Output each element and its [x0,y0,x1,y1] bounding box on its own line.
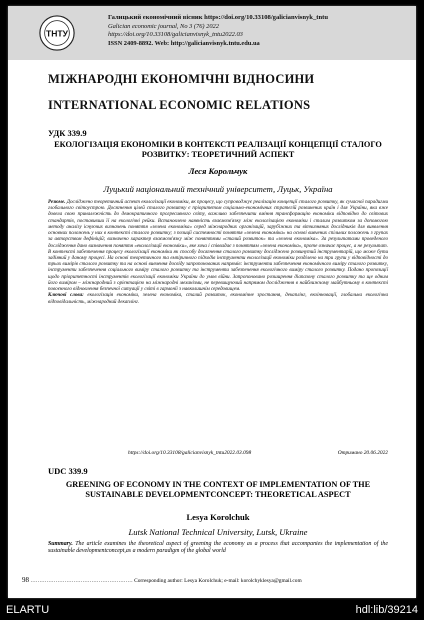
abstract-en-text: The article examines the theoretical aspect of greening the economy as a process that accompanies the implementation of the sustainable developmentconcept,as a modern paradigm of the global world [48,541,388,555]
keywords-uk-text: екологізація економіки, зелена економіка, сталий розвиток, економічне зростання, декаплінг, екоінновації, глобальна екологічна відповідальність, міжнародний декаплінг. [48,292,389,305]
paper-page [8,6,416,598]
keywords-uk-label: Ключові слова: [48,292,84,299]
handle-id: hdl:lib/39214 [355,604,418,616]
section-heading-en: INTERNATIONAL ECONOMIC RELATIONS [48,98,311,112]
viewer-bottom-bar [0,598,424,620]
corresponding-author: Corresponding author: Lesya Korolchuk; e-mail: korolchyklesya@gmail.com [134,578,302,584]
section-heading-uk: МІЖНАРОДНІ ЕКОНОМІЧНІ ВІДНОСИНИ [48,72,315,86]
udc-en: UDC 339.9 [48,466,88,476]
journal-issn-line: ISSN 2409-8892. Web: http://galicianvisnyk.tntu.edu.ua [108,39,260,47]
article-doi-link[interactable]: https://doi.org/10.33108/galicianvisnyk_tntu2022.03.098 [128,450,252,456]
journal-title-line: Галицький економічний вісник https://doi.org/10.33108/galicianvisnyk_tntu [108,14,328,21]
abstract-uk-text: Досліджено теоретичний аспект екологізації економіки, як процесу, що супроводжує реалізацію концепції сталого розвитку, як сучасної парадигми глобального світоустрою. Досягнення цілей сталого розвитку є пріоритетом соціально-економічних стратегій розвинених країн і для України, яка вже довела свою приналежність до демократичного прогресивного світу, важливо забезпечити вміння трансформацію економіки відповідно до світових стандартів, поставивши її на екологічні рейки. Встановлено наявність взаємозв'язку між екологізацією економіки і сталим розвитком за допомогою методу аналізу існуючих визначень поняття «зелена економіка» серед міжнародних організацій, зарубіжних та вітчизняних дослідників для виявлення основних положень у них в контексті сталого розвитку; з позиції системності поняття «зелена економіка» на основі вивчених спільних положень з групах за авторством дефініцій; визначено характер взаємозв'язку між поняттями «сталий розвиток» та «зелена економіка». За результатами проведеного дослідження дано визначення поняття «екологізації економіки», яке хоча і співвадає з поняттям «зелена економіка», проте означає процес, а не результат. В контексті забезпечення процесу екологізації економіки як способу досягнення сталого розвитку досліджено розвинутий інструментарій, що може бути задіяний у даному процесі. На основі теоретичного та емпіричного підходів інструменти екологізації економіки розділено на три групи у відповідності до трьох вимірів сталого розвитку та на основі вивчення досвіду запропонованих напрямів: інструменти забезпечення економічного виміру сталого розвитку, інструменти забезпечення соціального виміру сталого розвитку та інструменти забезпечення екологічного виміру сталого розвитку. Подано пропозиції щодо пріоритетності інструментів екологізації економіки України до умов війни. Запропоновано розширення діапазону сталого розвитку та ще одним його виміром – міжнародний з орієнтацією на міжнародні механізми, не перевищуючий напрямом дослідження в найближчому майбутньому в контексті повоєнного відновлення безпечної ситуації у світі в гармонії з навколишнім середовищем. [48,199,388,293]
footer-dots: ………………………………………………… [30,578,133,584]
abstract-uk [48,199,388,305]
logo-text: ТНТУ [46,28,68,39]
udc-uk: УДК 339.9 [48,128,87,138]
author-uk: Леся Корольчук [188,166,248,176]
page-number: 98 [22,576,29,584]
abstract-en-label: Summary. [48,541,73,547]
journal-doi-line: https://doi.org/10.33108/galicianvisnyk_tntu2022.03 [108,31,243,38]
abstract-uk-label: Резюме. [48,199,66,205]
journal-header [8,6,416,60]
affiliation-uk: Луцький національний технічний університет, Луцьк, Україна [103,184,333,194]
author-en: Lesya Korolchuk [186,512,250,522]
journal-issue-line: Galician economic journal, No 3 (76) 2022 [108,22,219,30]
university-logo [38,14,76,52]
article-title-en: GREENING OF ECONOMY IN THE CONTEXT OF IMPLEMENTATION OF THE SUSTAINABLE DEVELOPMENTCONCEPT: THEORETICAL ASPECT [65,480,371,499]
doi-line [48,450,388,460]
article-title-uk: ЕКОЛОГІЗАЦІЯ ЕКОНОМІКИ В КОНТЕКСТІ РЕАЛІЗАЦІЇ КОНЦЕПЦІЇ СТАЛОГО РОЗВИТКУ: ТЕОРЕТИЧНИЙ АСПЕКТ [54,140,382,159]
abstract-en [48,541,388,556]
affiliation-en: Lutsk National Technical University, Lutsk, Ukraine [128,527,308,537]
repository-name: ELARTU [6,604,50,616]
page-footer [22,576,402,584]
received-date: Отримано 20.06.2022 [337,450,388,456]
